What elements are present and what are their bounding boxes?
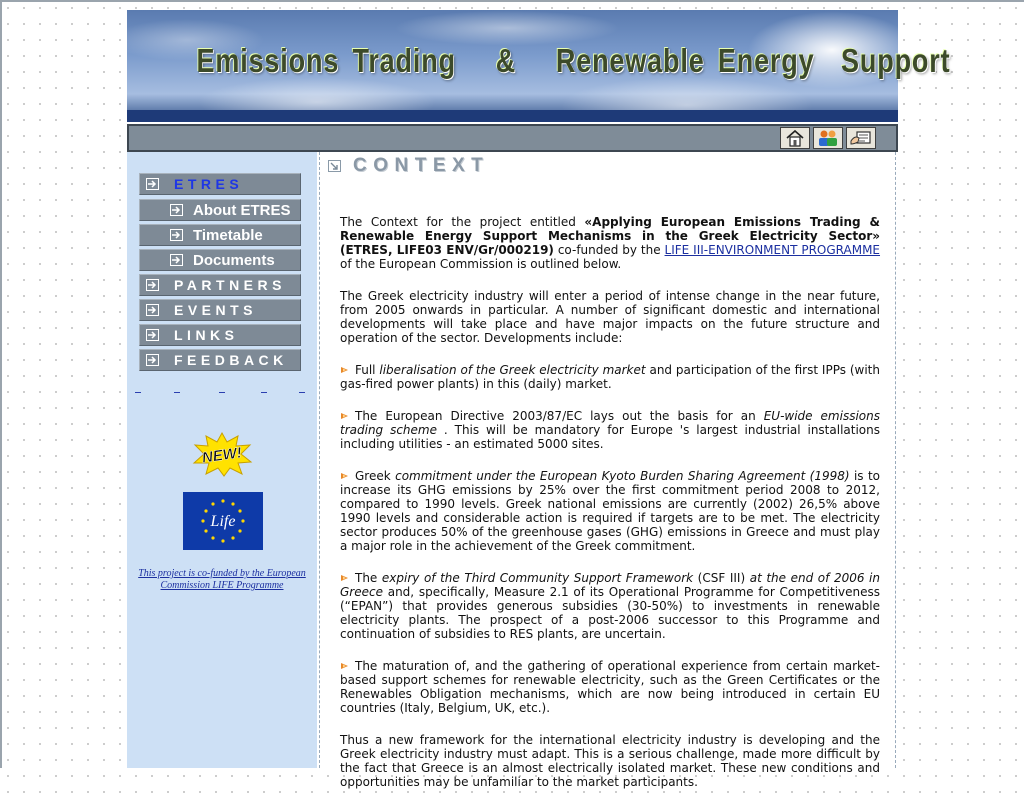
arrow-right-icon [170,254,183,266]
section-heading-text: CONTEXT [353,155,490,176]
intro-text: co-funded by the [553,243,665,257]
menu-partners[interactable] [139,274,301,296]
new-badge[interactable] [192,432,252,476]
new-badge-label: NEW! [200,444,243,467]
menu-about-etres-label: About ETRES [193,201,291,219]
contact-button[interactable] [846,127,876,149]
bullet-text: Full [355,363,380,377]
home-icon [785,129,805,147]
life-programme-link[interactable]: LIFE III-ENVIRONMENT PROGRAMME [664,243,881,257]
intro-paragraph [340,215,880,271]
bullet-paragraph [340,571,880,641]
bullet-text: The maturation of, and the gathering of operational experience from certain market-based support schemes for renewable electricity, such as the Green Certificates or the Renewables Obligation mechanisms, which are now being introduced in certain EU countries (Italy, Belgium, UK, etc.). [340,659,880,715]
people-icon [817,129,839,147]
menu-etres-label: ETRES [174,176,244,192]
arrow-right-icon [146,329,159,341]
menu-feedback-label: FEEDBACK [174,352,288,368]
bullet-text: is to increase its GHG emissions by 25% over the first commitment period 2008 to 2012, compared to 1990 levels. Greek national emissions are currently (2002) 26,5% above 1990 levels and considerable action is required if targets are to be met. The electricity sector produces 50% of the greenhouse gases (GHG) emissions in Greece and must play a major role in the achievement of the Greek commitment. [340,469,881,553]
intro-text: of the European Commission is outlined below. [340,257,622,271]
spacer-link[interactable] [261,392,267,393]
bullet-arrow-icon [340,573,351,583]
spacer-link[interactable] [299,392,305,393]
cofund-note-link[interactable]: This project is co-funded by the European Commission LIFE Programme [138,568,306,591]
bullet-emphasis: liberalisation of the Greek electricity market [379,363,646,377]
bullet-emphasis: commitment under the European Kyoto Burden Sharing Agreement (1998) [395,469,850,483]
bullet-paragraph [340,659,880,715]
menu-timetable-label: Timetable [193,226,263,244]
project-title: «Applying European Emissions Trading & Renewable Energy Support Mechanisms in the Greek Electricity Sector» (ETRES, LIFE03 ENV/Gr/000219) [340,215,880,257]
bullet-text: and, specifically, Measure 2.1 of its Operational Programme for Competitiveness (“EPAN”) that provides generous subsidies (30-50%) to investments in renewable electricity plants. The prospect of a post-2006 successor to this Programme and continuation of subsidies to RES plants, are uncertain. [340,585,880,641]
bullet-emphasis: at the end of 2006 in Greece [340,571,880,599]
main-content [319,152,896,789]
life-logo[interactable] [183,492,263,550]
bullet-emphasis: expiry of the Third Community Support Framework [381,571,694,585]
bullet-text: The European Directive 2003/87/EC lays out the basis for an [355,409,764,423]
bullet-arrow-icon [340,661,351,671]
spacer-link[interactable] [135,392,141,393]
header-banner [127,10,951,122]
menu-events[interactable] [139,299,301,321]
bullet-arrow-icon [340,471,351,481]
menu-feedback[interactable] [139,349,301,371]
contact-icon [849,129,873,147]
window-frame-top [0,0,1024,2]
site-title: Emissions Trading & Renewable Energy Support [196,42,951,79]
menu-documents-label: Documents [193,251,275,269]
menu-about-etres[interactable] [139,199,301,221]
partners-button[interactable] [813,127,843,149]
toolbar [127,124,898,152]
bullet-text: (CSF III) [693,571,750,585]
home-button[interactable] [780,127,810,149]
banner-bottom-bar [127,110,898,122]
bullet-arrow-icon [340,411,351,421]
arrow-right-icon [146,304,159,316]
life-logo-label: Life [210,513,236,530]
intro-text: The Context for the project entitled [340,215,585,229]
bullet-text: . This will be mandatory for Europe 's largest industrial installations including utilities - an estimated 5000 sites. [340,423,881,451]
bullet-emphasis: EU-wide emissions trading scheme [340,409,880,437]
menu-partners-label: PARTNERS [174,277,286,293]
spacer-link[interactable] [219,392,225,393]
bullet-text: and participation of the first IPPs (with gas-fired power plants) in this (daily) market. [340,363,880,391]
menu-links[interactable] [139,324,301,346]
arrow-right-icon [146,279,159,291]
menu-documents[interactable] [139,249,301,271]
menu-links-label: LINKS [174,327,239,343]
page-container [127,10,951,789]
arrow-right-icon [170,229,183,241]
arrow-right-icon [146,178,159,190]
arrow-right-icon [170,204,183,216]
bullet-text: Greek [355,469,396,483]
context-paragraph: The Greek electricity industry will enter a period of intense change in the near future, from 2005 onwards in particular. A number of significant domestic and international developments will take place and have major impacts on the future structure and operation of the sector. Developments include: [340,289,880,345]
menu-events-label: EVENTS [174,302,258,318]
bullet-paragraph [340,469,880,553]
spacer-links [135,392,311,398]
section-heading [328,155,489,177]
bullet-text: The [355,571,382,585]
menu-etres[interactable] [139,173,301,195]
spacer-link[interactable] [174,392,180,393]
arrow-right-icon [146,354,159,366]
arrow-down-right-icon [328,160,341,172]
closing-paragraph: Thus a new framework for the international electricity industry is developing and the Greek electricity industry must adapt. This is a serious challenge, made more difficult by the fact that Greece is an almost electrically isolated market. These new conditions and opportunities may be unfamiliar to the market participants. [340,733,880,789]
window-frame-left [0,0,2,768]
bullet-paragraph [340,363,880,391]
bullet-paragraph [340,409,880,451]
menu-timetable[interactable] [139,224,301,246]
sidebar [127,152,317,768]
bullet-arrow-icon [340,365,351,375]
article-body [340,215,880,807]
